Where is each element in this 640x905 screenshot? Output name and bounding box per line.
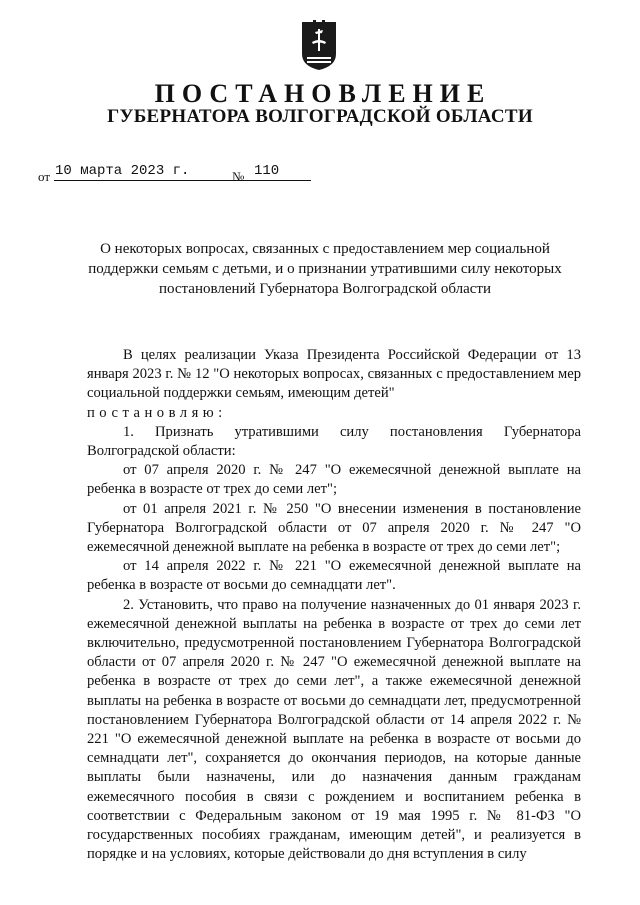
number-label: №	[232, 169, 245, 184]
preamble-paragraph: В целях реализации Указа Президента Российской Федерации от 13 января 2023 г. № 12 "О некоторых вопросах, связанных с предоставлением мер социальной поддержки семьям, имеющим детей"	[87, 347, 581, 402]
volgograd-coat-of-arms-icon	[299, 20, 339, 72]
item-1-sub-b: от 01 апреля 2021 г. № 250 "О внесении изменения в постановление Губернатора Волгоградской области от 07 апреля 2020 г. № 247 "О ежемесячной денежной выплате на ребенка в возрасте от трех до семи лет";	[87, 500, 581, 556]
item-1-sub-c: от 14 апреля 2022 г. № 221 "О ежемесячной денежной выплате на ребенка в возрасте от восьми до семнадцати лет".	[87, 558, 581, 594]
item-1-sub-a: от 07 апреля 2020 г. № 247 "О ежемесячной денежной выплате на ребенка в возрасте от трех до семи лет";	[87, 462, 581, 498]
document-date: 10 марта 2023 г.	[54, 163, 255, 181]
coat-of-arms-emblem	[299, 20, 339, 72]
document-subject: О некоторых вопросах, связанных с предоставлением мер социальной поддержки семьям с детьми, и о признании утратившими силу некоторых постановлений Губернатора Волгоградской области	[88, 241, 562, 297]
item-1-paragraph: 1. Признать утратившими силу постановления Губернатора Волгоградской области:	[87, 423, 581, 460]
decree-word: постановляю:	[87, 404, 227, 421]
document-body	[87, 346, 581, 864]
date-label: от	[38, 169, 51, 184]
document-meta	[38, 163, 318, 183]
document-issuer: ГУБЕРНАТОРА ВОЛГОГРАДСКОЙ ОБЛАСТИ	[107, 106, 533, 127]
document-title: ПОСТАНОВЛЕНИЕ	[154, 79, 492, 108]
item-2-paragraph: 2. Установить, что право на получение назначенных до 01 января 2023 г. ежемесячной денежной выплаты на ребенка в возрасте от трех до семи лет включительно, предусмотренной постановлением Губернатора Волгоградской области от 07 апреля 2020 г. № 247 "О ежемесячной денежной выплате на ребенка в возрасте от трех до семи лет", а также ежемесячной денежной выплаты на ребенка в возрасте от восьми до семнадцати лет, предусмотренной постановлением Губернатора Волгоградской области от 14 апреля 2022 г. № 221 "О ежемесячной денежной выплате на ребенка в возрасте от восьми до семнадцати лет", сохраняется до окончания периодов, на которые данные выплаты были назначены, или до назначения данным гражданам ежемесячного пособия в связи с рождением и воспитанием ребенка в соответствии с Федеральным законом от 19 мая 1995 г. № 81-ФЗ "О государственных пособиях гражданам, имеющим детей", и реализуется в порядке и на условиях, которые действовали до дня вступления в силу	[87, 596, 581, 863]
document-number: 110	[250, 163, 311, 181]
